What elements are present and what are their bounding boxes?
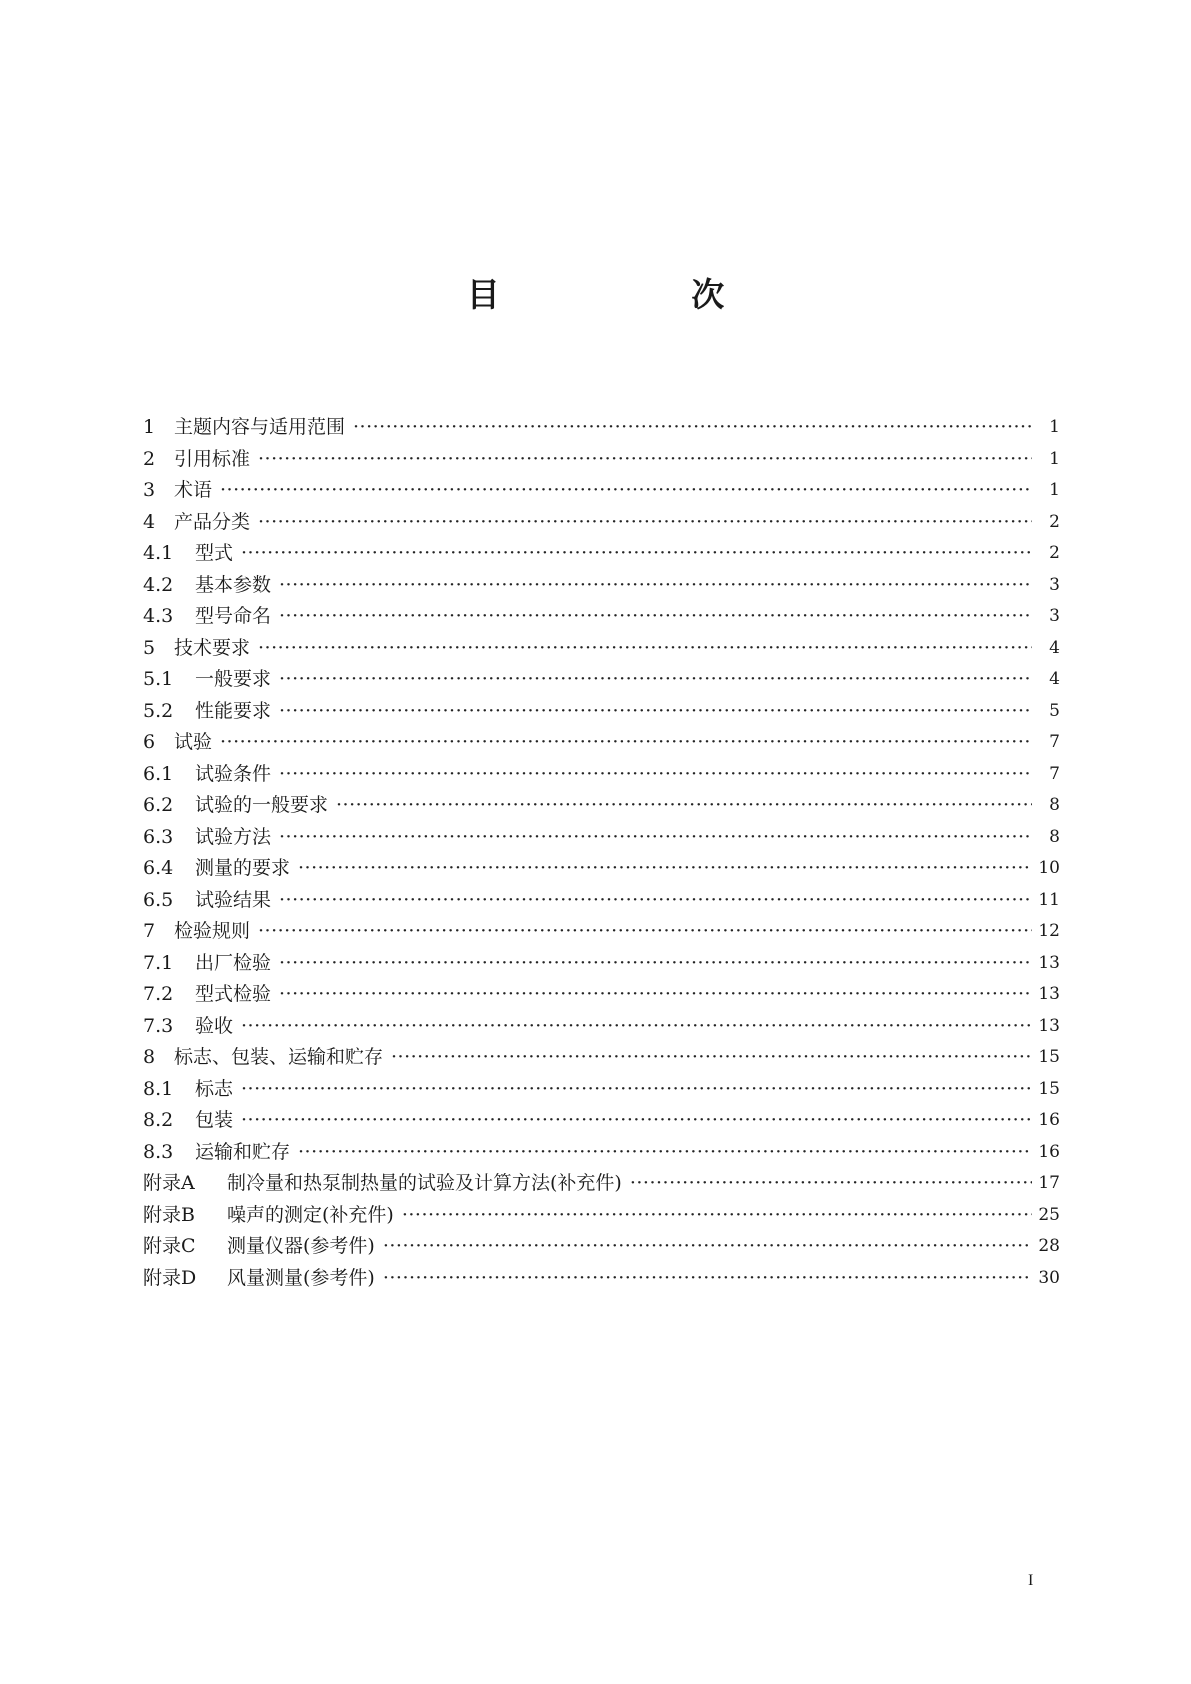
toc-entry[interactable] (143, 696, 1060, 728)
toc-entry-number: 6.4 (143, 857, 174, 879)
toc-entry-title: 测量仪器(参考件) (227, 1235, 375, 1257)
toc-entry-page: 4 (1049, 669, 1060, 689)
toc-entry-number: 4.1 (143, 542, 174, 564)
dot-leader (383, 1263, 1032, 1295)
dot-leader (298, 1137, 1032, 1169)
toc-entry[interactable] (143, 885, 1060, 917)
toc-entry[interactable] (143, 1200, 1060, 1232)
toc-entry-number: 8.3 (143, 1140, 174, 1163)
toc-entry-page: 8 (1049, 795, 1060, 815)
toc-entry-page: 16 (1038, 1110, 1060, 1130)
toc-entry[interactable] (143, 822, 1060, 854)
dot-leader (258, 633, 1032, 665)
toc-entry-page: 12 (1038, 921, 1060, 941)
dot-leader (630, 1168, 1032, 1200)
toc-entry-number: 8.2 (143, 1109, 174, 1131)
page-title: 目 次 (466, 275, 815, 314)
dot-leader (298, 853, 1032, 885)
toc-entry-number: 4.2 (143, 573, 174, 596)
toc-entry-title: 试验的一般要求 (195, 794, 329, 816)
toc-entry-title: 型式 (195, 542, 234, 564)
toc-entry-page: 16 (1038, 1141, 1060, 1162)
toc-entry-number: 8 (143, 1046, 156, 1068)
toc-entry[interactable] (143, 948, 1060, 980)
toc-entry[interactable] (143, 1011, 1060, 1043)
toc-entry-page: 7 (1049, 763, 1060, 784)
toc-entry[interactable] (143, 1074, 1060, 1106)
toc-entry-page: 8 (1049, 826, 1060, 847)
dot-leader (391, 1042, 1032, 1074)
toc-entry[interactable] (143, 601, 1060, 633)
toc-entry-number: 6.1 (143, 762, 174, 785)
toc-entry-page: 30 (1038, 1267, 1060, 1288)
toc-entry-page: 13 (1038, 952, 1060, 973)
toc-entry-number: 5.1 (143, 668, 174, 690)
toc-entry-number: 附录B (143, 1203, 195, 1226)
toc-entry-number: 6 (143, 731, 156, 753)
toc-entry[interactable] (143, 727, 1060, 759)
toc-entry-number: 4.3 (143, 605, 174, 627)
toc-entry-title: 出厂检验 (195, 951, 272, 974)
toc-entry[interactable] (143, 1137, 1060, 1169)
dot-leader (336, 790, 1032, 822)
toc-entry-page: 3 (1049, 606, 1060, 626)
toc-entry-title: 标志、包装、运输和贮存 (174, 1046, 384, 1068)
dot-leader (279, 759, 1032, 791)
toc-entry-page: 7 (1049, 732, 1060, 752)
dot-leader (220, 475, 1032, 507)
toc-entry[interactable] (143, 475, 1060, 507)
toc-entry-page: 17 (1038, 1173, 1060, 1193)
toc-entry-number: 6.3 (143, 825, 174, 848)
toc-entry[interactable] (143, 759, 1060, 791)
dot-leader (279, 822, 1032, 854)
dot-leader (258, 507, 1032, 539)
toc-entry-title: 包装 (195, 1109, 234, 1131)
toc-entry-number: 6.2 (143, 794, 174, 816)
toc-entry[interactable] (143, 412, 1060, 444)
dot-leader (241, 1105, 1032, 1137)
toc-entry-number: 8.1 (143, 1077, 174, 1100)
dot-leader (279, 696, 1032, 728)
toc-entry-number: 7.3 (143, 1014, 174, 1037)
toc-entry-number: 7.1 (143, 951, 174, 974)
dot-leader (241, 1074, 1032, 1106)
toc-entry-title: 型号命名 (195, 605, 272, 627)
dot-leader (279, 885, 1032, 917)
toc-entry[interactable] (143, 1263, 1060, 1295)
toc-entry-title: 运输和贮存 (195, 1140, 291, 1163)
toc-entry-title: 测量的要求 (195, 857, 291, 879)
toc-entry[interactable] (143, 633, 1060, 665)
toc-entry[interactable] (143, 570, 1060, 602)
toc-entry-page: 1 (1049, 448, 1060, 469)
dot-leader (353, 412, 1032, 444)
toc-entry[interactable] (143, 507, 1060, 539)
toc-entry-title: 型式检验 (195, 983, 272, 1005)
dot-leader (383, 1231, 1032, 1263)
dot-leader (241, 538, 1032, 570)
toc-entry-number: 附录A (143, 1172, 195, 1194)
toc-entry[interactable] (143, 853, 1060, 885)
toc-entry-page: 5 (1049, 700, 1060, 721)
toc-entry-title: 检验规则 (174, 920, 251, 942)
page-number: I (1028, 1572, 1034, 1589)
dot-leader (279, 664, 1032, 696)
toc-entry-number: 附录D (143, 1266, 197, 1289)
toc-entry-title: 制冷量和热泵制热量的试验及计算方法(补充件) (227, 1172, 622, 1194)
toc-entry[interactable] (143, 1168, 1060, 1200)
toc-entry-title: 基本参数 (195, 573, 272, 596)
toc-entry[interactable] (143, 664, 1060, 696)
toc-entry-page: 11 (1038, 889, 1060, 910)
toc-entry-title: 技术要求 (174, 636, 251, 659)
toc-entry-page: 28 (1038, 1236, 1060, 1256)
table-of-contents (143, 412, 1060, 1294)
toc-entry[interactable] (143, 790, 1060, 822)
toc-entry-title: 性能要求 (195, 699, 272, 722)
toc-entry-page: 25 (1038, 1204, 1060, 1225)
toc-entry-title: 风量测量(参考件) (227, 1266, 375, 1289)
toc-entry-page: 1 (1049, 480, 1060, 500)
toc-entry-title: 试验 (174, 731, 213, 753)
toc-entry-title: 主题内容与适用范围 (174, 416, 346, 438)
toc-entry-page: 15 (1038, 1047, 1060, 1067)
dot-leader (402, 1200, 1032, 1232)
toc-entry[interactable] (143, 538, 1060, 570)
dot-leader (258, 444, 1032, 476)
toc-entry-number: 5 (143, 636, 156, 659)
toc-entry-title: 一般要求 (195, 668, 272, 690)
toc-entry-title: 术语 (174, 479, 213, 501)
toc-entry-number: 5.2 (143, 699, 174, 722)
toc-entry-page: 2 (1049, 511, 1060, 532)
dot-leader (279, 601, 1032, 633)
toc-entry-title: 验收 (195, 1014, 234, 1037)
dot-leader (258, 916, 1032, 948)
toc-entry[interactable] (143, 916, 1060, 948)
toc-entry-page: 4 (1049, 637, 1060, 658)
dot-leader (241, 1011, 1032, 1043)
toc-entry-number: 1 (143, 416, 156, 438)
toc-entry-page: 2 (1049, 543, 1060, 563)
toc-entry-number: 7 (143, 920, 156, 942)
toc-entry-title: 试验条件 (195, 762, 272, 785)
toc-entry-page: 15 (1038, 1078, 1060, 1099)
toc-entry-title: 噪声的测定(补充件) (227, 1203, 394, 1226)
toc-entry[interactable] (143, 444, 1060, 476)
toc-entry-page: 3 (1049, 574, 1060, 595)
toc-entry-title: 标志 (195, 1077, 234, 1100)
dot-leader (279, 948, 1032, 980)
toc-entry-page: 10 (1038, 858, 1060, 878)
toc-entry-number: 2 (143, 447, 156, 470)
toc-entry-title: 产品分类 (174, 510, 251, 533)
toc-entry[interactable] (143, 1042, 1060, 1074)
dot-leader (279, 570, 1032, 602)
dot-leader (279, 979, 1032, 1011)
toc-entry-number: 3 (143, 479, 156, 501)
toc-entry-title: 试验结果 (195, 888, 272, 911)
toc-entry-number: 4 (143, 510, 156, 533)
toc-entry-number: 6.5 (143, 888, 174, 911)
toc-entry-number: 7.2 (143, 983, 174, 1005)
toc-entry-page: 1 (1049, 417, 1060, 437)
toc-entry[interactable] (143, 979, 1060, 1011)
toc-entry-number: 附录C (143, 1235, 196, 1257)
toc-entry-title: 试验方法 (195, 825, 272, 848)
toc-entry[interactable] (143, 1231, 1060, 1263)
toc-entry-page: 13 (1038, 984, 1060, 1004)
toc-entry[interactable] (143, 1105, 1060, 1137)
toc-entry-title: 引用标准 (174, 447, 251, 470)
dot-leader (220, 727, 1032, 759)
toc-entry-page: 13 (1038, 1015, 1060, 1036)
